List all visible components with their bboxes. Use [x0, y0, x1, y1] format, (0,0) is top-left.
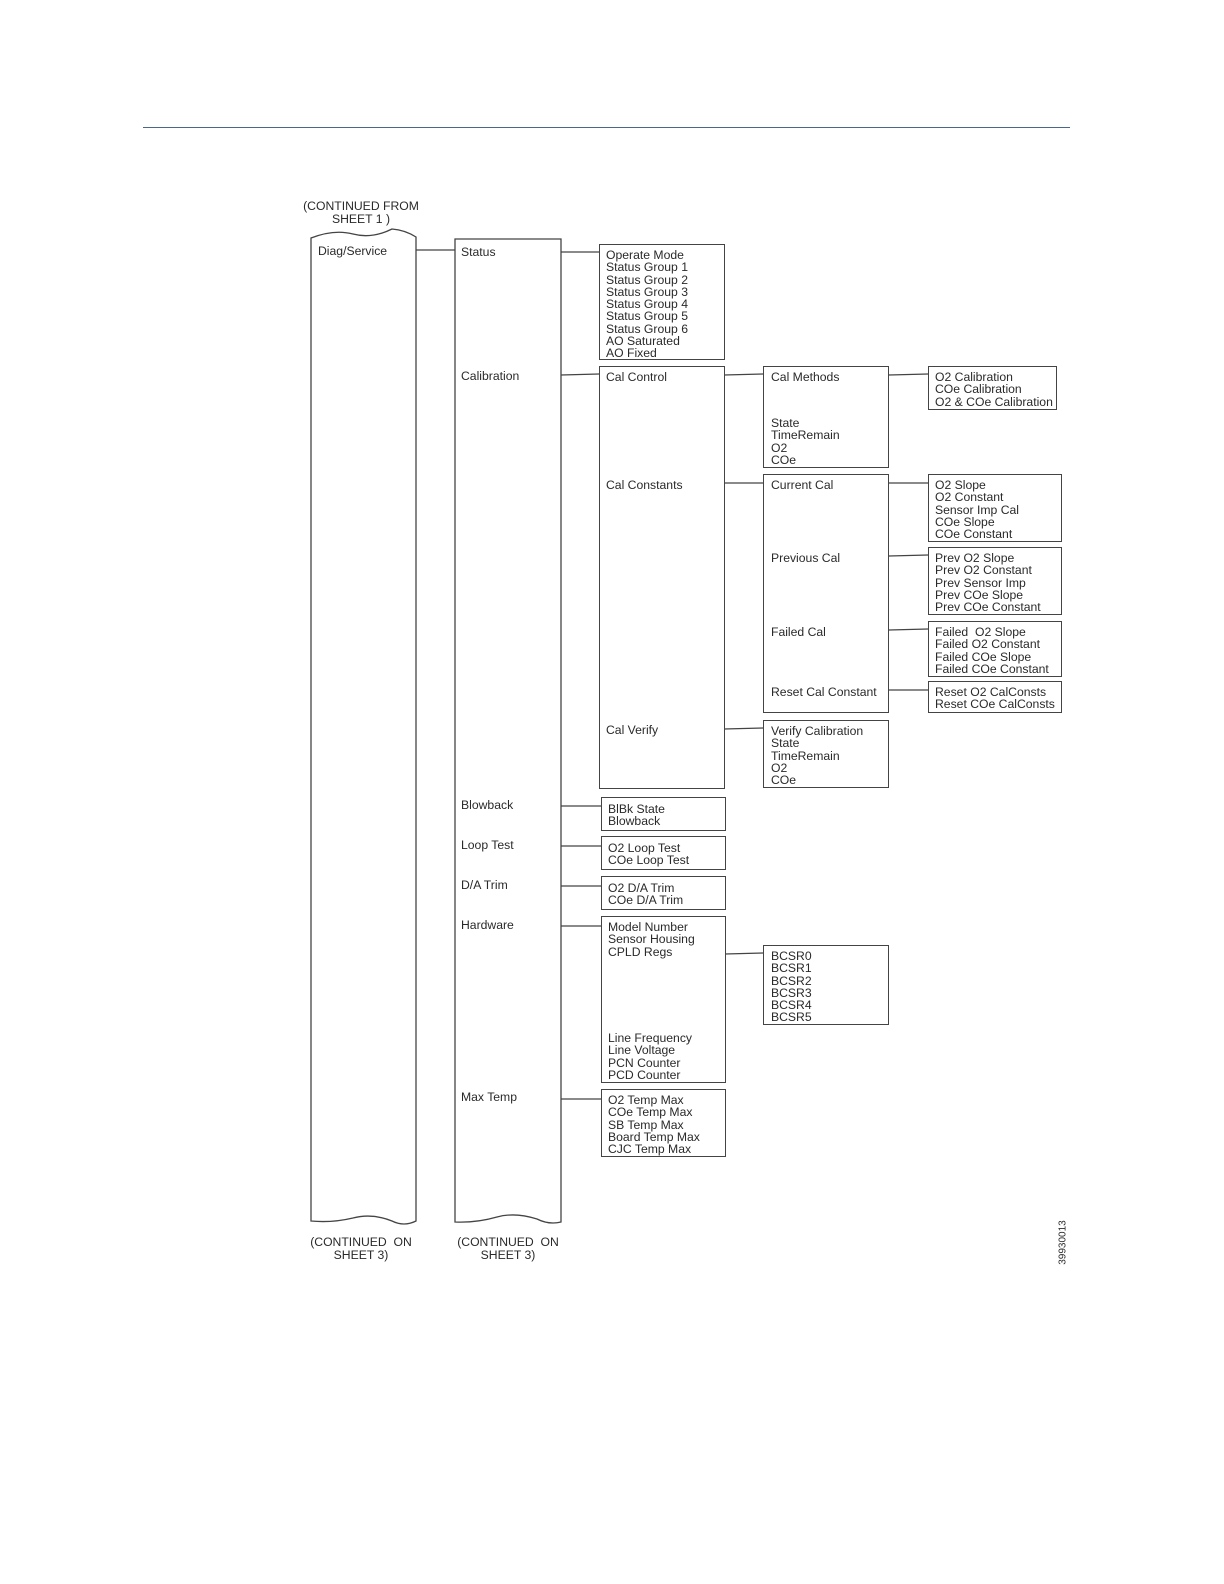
link-cpld — [725, 953, 763, 954]
column-diag-service-outline — [311, 229, 416, 1224]
failed-cal-label: Failed Cal — [771, 625, 826, 639]
diag-service-label: Diag/Service — [318, 244, 388, 258]
figure-id: 39930013 — [1057, 1220, 1069, 1265]
hardware-top-items: Model Number Sensor Housing CPLD Regs — [608, 920, 695, 959]
cal-constants-box — [763, 474, 889, 713]
failed-cal-box — [928, 621, 1062, 677]
failed-cal-items: Failed O2 Slope Failed O2 Constant Failed COe Slope Failed COe Constant — [935, 625, 1049, 676]
continued-on-note-col2: (CONTINUED ON SHEET 3) — [457, 1235, 559, 1262]
max-temp-items: O2 Temp Max COe Temp Max SB Temp Max Board Temp Max CJC Temp Max — [608, 1093, 700, 1157]
max-temp-box — [601, 1089, 726, 1157]
link-cal-methods — [888, 374, 928, 375]
da-trim-items: O2 D/A Trim COe D/A Trim — [608, 881, 684, 908]
link-previous-cal — [888, 555, 928, 556]
cal-verify-box — [763, 720, 889, 788]
menu-max-temp: Max Temp — [461, 1090, 517, 1104]
loop-test-box — [601, 836, 726, 870]
current-cal-label: Current Cal — [771, 478, 834, 492]
loop-test-items: O2 Loop Test COe Loop Test — [608, 841, 690, 868]
cal-methods-box — [928, 366, 1057, 410]
continued-on-note-col1: (CONTINUED ON SHEET 3) — [310, 1235, 412, 1262]
menu-hardware: Hardware — [461, 918, 514, 932]
cpld-regs-box — [763, 945, 889, 1025]
cal-methods-items: O2 Calibration COe Calibration O2 & COe Calibration — [935, 370, 1053, 409]
reset-cal-items: Reset O2 CalConsts Reset COe CalConsts — [935, 685, 1055, 712]
current-cal-box — [928, 474, 1062, 542]
cal-methods-label: Cal Methods — [771, 370, 840, 384]
link-calibration — [561, 374, 599, 375]
cal-control-state-items: State TimeRemain O2 COe — [771, 416, 840, 467]
link-failed-cal — [888, 629, 928, 630]
status-items: Operate Mode Status Group 1 Status Group 2 Status Group 3 Status Group 4 Status Group 5 Status Group 6 AO Saturated AO Fixed — [606, 248, 688, 361]
menu-calibration: Calibration — [461, 369, 520, 383]
blowback-items: BlBk State Blowback — [608, 802, 665, 829]
cpld-regs-items: BCSR0 BCSR1 BCSR2 BCSR3 BCSR4 BCSR5 — [771, 949, 812, 1025]
status-box — [599, 244, 725, 360]
cal-control-label: Cal Control — [606, 370, 667, 384]
link-cal-verify — [724, 728, 763, 729]
calibration-box — [599, 366, 725, 789]
continued-from-note: (CONTINUED FROM SHEET 1 ) — [303, 199, 419, 226]
menu-blowback: Blowback — [461, 798, 514, 812]
reset-cal-constant-label: Reset Cal Constant — [771, 685, 877, 699]
cal-verify-label: Cal Verify — [606, 723, 659, 737]
menu-status: Status — [461, 245, 496, 259]
blowback-box — [601, 797, 726, 831]
current-cal-items: O2 Slope O2 Constant Sensor Imp Cal COe Slope COe Constant — [935, 478, 1019, 542]
previous-cal-box — [928, 547, 1062, 615]
hardware-box — [601, 916, 726, 1083]
cal-verify-items: Verify Calibration State TimeRemain O2 COe — [771, 724, 864, 788]
cal-constants-label: Cal Constants — [606, 478, 683, 492]
cal-control-box — [763, 366, 889, 468]
da-trim-box — [601, 876, 726, 910]
previous-cal-label: Previous Cal — [771, 551, 841, 565]
reset-cal-box — [928, 681, 1062, 713]
hardware-bottom-items: Line Frequency Line Voltage PCN Counter PCD Counter — [608, 1031, 693, 1082]
link-cal-control — [724, 374, 763, 375]
menu-da-trim: D/A Trim — [461, 878, 508, 892]
menu-loop-test: Loop Test — [461, 838, 514, 852]
previous-cal-items: Prev O2 Slope Prev O2 Constant Prev Sensor Imp Prev COe Slope Prev COe Constant — [935, 551, 1041, 615]
column-menu-outline — [455, 239, 561, 1223]
